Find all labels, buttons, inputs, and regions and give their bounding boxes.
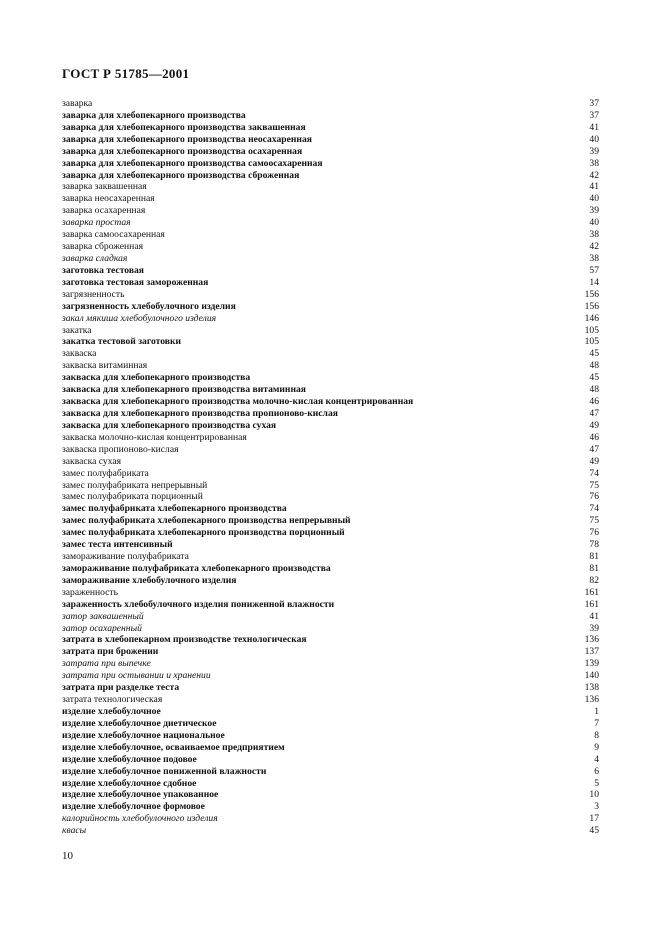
index-entry [62, 789, 599, 801]
index-page-ref: 140 [584, 670, 599, 682]
index-term: изделие хлебобулочное формовое [62, 801, 205, 813]
index-entry [62, 825, 599, 837]
index-entry [62, 587, 599, 599]
index-page-ref: 161 [584, 586, 599, 598]
index-term: затрата технологическая [62, 694, 163, 706]
index-term: замес теста интенсивный [62, 539, 173, 551]
index-term: заварка неосахаренная [62, 193, 155, 205]
index-page-ref: 39 [589, 622, 599, 634]
index-entry [62, 313, 599, 325]
index-term: изделие хлебобулочное, осваиваемое предприятием [62, 741, 285, 753]
index-entry [62, 563, 599, 575]
index-page-ref: 48 [589, 360, 599, 372]
index-term: затрата при выпечке [62, 658, 151, 670]
index-term: заварка сладкая [62, 252, 128, 264]
index-page-ref: 45 [589, 372, 599, 384]
index-entry [62, 372, 599, 384]
index-entry [62, 146, 599, 158]
index-page-ref: 7 [594, 717, 599, 729]
index-entry [62, 170, 599, 182]
index-term: калорийность хлебобулочного изделия [62, 813, 218, 825]
index-entry [62, 551, 599, 563]
index-term: замес полуфабриката непрерывный [62, 479, 208, 491]
index-page-ref: 136 [584, 634, 599, 646]
index-term: заварка для хлебопекарного производства осахаренная [62, 145, 303, 157]
index-term: закваска для хлебопекарного производства [62, 372, 251, 384]
index-page-ref: 139 [584, 658, 599, 670]
index-term: закваска пропионово-кислая [62, 443, 179, 455]
index-entry [62, 742, 599, 754]
index-entry [62, 503, 599, 515]
index-page-ref: 82 [589, 574, 599, 586]
index-page-ref: 37 [589, 109, 599, 121]
index-term: заварка осахаренная [62, 205, 146, 217]
index-page-ref: 138 [584, 682, 599, 694]
index-page-ref: 14 [589, 276, 599, 288]
index-term: затор заквашенный [62, 610, 144, 622]
index-page-ref: 76 [589, 491, 599, 503]
index-term: изделие хлебобулочное сдобное [62, 777, 197, 789]
index-page-ref: 42 [589, 241, 599, 253]
index-entry [62, 193, 599, 205]
index-term: заварка сброженная [62, 241, 143, 253]
index-entry [62, 754, 599, 766]
index-term: замораживание полуфабриката хлебопекарного производства [62, 562, 331, 574]
index-term: заварка для хлебопекарного производства заквашенная [62, 121, 306, 133]
index-term: заварка простая [62, 217, 131, 229]
index-page-ref: 8 [594, 729, 599, 741]
index-term: замес полуфабриката хлебопекарного производства непрерывный [62, 515, 351, 527]
index-term: закваска для хлебопекарного производства пропионово-кислая [62, 407, 338, 419]
index-entry [62, 158, 599, 170]
index-page-ref: 81 [589, 562, 599, 574]
index-entry [62, 539, 599, 551]
page-number: 10 [62, 850, 73, 862]
index-entry [62, 265, 599, 277]
index-term: закваска витаминная [62, 360, 148, 372]
index-page-ref: 74 [589, 467, 599, 479]
index-page-ref: 49 [589, 419, 599, 431]
index-page-ref: 38 [589, 229, 599, 241]
index-page-ref: 75 [589, 479, 599, 491]
index-entry [62, 384, 599, 396]
index-entry [62, 658, 599, 670]
index-entry [62, 98, 599, 110]
index-entry [62, 325, 599, 337]
index-term: закваска молочно-кислая концентрированная [62, 431, 247, 443]
index-page-ref: 156 [584, 300, 599, 312]
index-entry [62, 646, 599, 658]
index-entry [62, 599, 599, 611]
index-entry [62, 444, 599, 456]
index-term: изделие хлебобулочное подовое [62, 753, 197, 765]
index-entry [62, 778, 599, 790]
index-entry [62, 122, 599, 134]
term-index-list [62, 98, 599, 837]
index-term: заварка для хлебопекарного производства [62, 109, 246, 121]
index-page-ref: 105 [584, 336, 599, 348]
index-page-ref: 46 [589, 396, 599, 408]
index-entry [62, 289, 599, 301]
index-term: загрязненность хлебобулочного изделия [62, 300, 236, 312]
index-term: заварка [62, 98, 93, 109]
index-page-ref: 42 [589, 169, 599, 181]
index-term: замес полуфабриката [62, 467, 149, 479]
index-term: замораживание полуфабриката [62, 551, 189, 563]
index-entry [62, 456, 599, 468]
index-term: замес полуфабриката хлебопекарного производства порционный [62, 527, 345, 539]
index-entry [62, 229, 599, 241]
index-term: замораживание хлебобулочного изделия [62, 574, 237, 586]
index-entry [62, 110, 599, 122]
index-entry [62, 348, 599, 360]
index-page-ref: 3 [594, 801, 599, 813]
index-entry [62, 253, 599, 265]
index-term: изделие хлебобулочное пониженной влажности [62, 765, 267, 777]
index-page-ref: 45 [589, 825, 599, 837]
index-page-ref: 1 [594, 706, 599, 718]
index-entry [62, 634, 599, 646]
index-page-ref: 10 [589, 789, 599, 801]
index-page-ref: 156 [584, 288, 599, 300]
index-entry [62, 134, 599, 146]
index-term: загрязненность [62, 288, 125, 300]
index-page-ref: 38 [589, 252, 599, 264]
index-entry [62, 682, 599, 694]
index-entry [62, 432, 599, 444]
index-entry [62, 468, 599, 480]
index-page-ref: 40 [589, 193, 599, 205]
index-entry [62, 336, 599, 348]
index-page-ref: 136 [584, 694, 599, 706]
index-page-ref: 9 [594, 741, 599, 753]
index-page-ref: 105 [584, 324, 599, 336]
index-page-ref: 47 [589, 407, 599, 419]
index-entry [62, 420, 599, 432]
index-term: заварка для хлебопекарного производства сброженная [62, 169, 300, 181]
index-entry [62, 480, 599, 492]
index-page-ref: 161 [584, 598, 599, 610]
index-entry [62, 396, 599, 408]
index-page-ref: 40 [589, 217, 599, 229]
index-page-ref: 17 [589, 813, 599, 825]
index-entry [62, 706, 599, 718]
index-term: закатка тестовой заготовки [62, 336, 182, 348]
index-page-ref: 39 [589, 145, 599, 157]
index-entry [62, 575, 599, 587]
index-entry [62, 241, 599, 253]
index-entry [62, 360, 599, 372]
index-term: закваска для хлебопекарного производства молочно-кислая концентрированная [62, 396, 414, 408]
index-page-ref: 57 [589, 264, 599, 276]
index-page-ref: 46 [589, 431, 599, 443]
index-page-ref: 81 [589, 551, 599, 563]
index-entry [62, 670, 599, 682]
index-entry [62, 623, 599, 635]
index-page-ref: 37 [589, 98, 599, 109]
index-entry [62, 611, 599, 623]
index-term: затрата при остывании и хранении [62, 670, 211, 682]
index-entry [62, 408, 599, 420]
index-page-ref: 146 [584, 312, 599, 324]
index-entry [62, 205, 599, 217]
index-term: закваска сухая [62, 455, 122, 467]
index-term: квасы [62, 825, 87, 837]
index-entry [62, 801, 599, 813]
index-term: зараженность [62, 586, 118, 598]
index-term: зараженность хлебобулочного изделия пониженной влажности [62, 598, 335, 610]
index-page-ref: 38 [589, 157, 599, 169]
index-term: изделие хлебобулочное [62, 706, 161, 718]
index-term: закваска для хлебопекарного производства витаминная [62, 384, 306, 396]
index-term: заварка самоосахаренная [62, 229, 165, 241]
index-term: замес полуфабриката хлебопекарного производства [62, 503, 287, 515]
index-term: замес полуфабриката порционный [62, 491, 203, 503]
index-term: изделие хлебобулочное упакованное [62, 789, 219, 801]
index-term: заварка для хлебопекарного производства неосахаренная [62, 133, 312, 145]
index-page-ref: 74 [589, 503, 599, 515]
index-entry [62, 813, 599, 825]
index-entry [62, 515, 599, 527]
index-term: заварка для хлебопекарного производства самоосахаренная [62, 157, 323, 169]
index-page-ref: 40 [589, 133, 599, 145]
index-term: затор осахаренный [62, 622, 142, 634]
index-entry [62, 181, 599, 193]
index-term: изделие хлебобулочное диетическое [62, 717, 217, 729]
index-page-ref: 76 [589, 527, 599, 539]
index-term: затрата при брожении [62, 646, 159, 658]
index-term: закал мякиша хлебобулочного изделия [62, 312, 217, 324]
index-entry [62, 491, 599, 503]
index-page-ref: 6 [594, 765, 599, 777]
index-page-ref: 75 [589, 515, 599, 527]
index-page-ref: 47 [589, 443, 599, 455]
index-page-ref: 48 [589, 384, 599, 396]
index-term: изделие хлебобулочное национальное [62, 729, 225, 741]
index-term: заготовка тестовая [62, 264, 145, 276]
index-page-ref: 41 [589, 121, 599, 133]
index-term: закваска [62, 348, 97, 360]
index-entry [62, 301, 599, 313]
index-page-ref: 137 [584, 646, 599, 658]
index-entry [62, 277, 599, 289]
index-entry [62, 766, 599, 778]
index-page-ref: 78 [589, 539, 599, 551]
index-entry [62, 694, 599, 706]
index-term: заварка заквашенная [62, 181, 147, 193]
index-entry [62, 730, 599, 742]
index-term: затрата при разделке теста [62, 682, 180, 694]
index-entry [62, 217, 599, 229]
index-entry [62, 718, 599, 730]
index-page-ref: 41 [589, 610, 599, 622]
index-page-ref: 4 [594, 753, 599, 765]
index-page-ref: 5 [594, 777, 599, 789]
index-page-ref: 49 [589, 455, 599, 467]
index-page-ref: 39 [589, 205, 599, 217]
document-header: ГОСТ Р 51785—2001 [62, 66, 190, 81]
index-page-ref: 41 [589, 181, 599, 193]
index-term: закваска для хлебопекарного производства сухая [62, 419, 277, 431]
index-term: закатка [62, 324, 92, 336]
index-page-ref: 45 [589, 348, 599, 360]
index-entry [62, 527, 599, 539]
index-term: затрата в хлебопекарном производстве технологическая [62, 634, 307, 646]
index-term: заготовка тестовая замороженная [62, 276, 209, 288]
